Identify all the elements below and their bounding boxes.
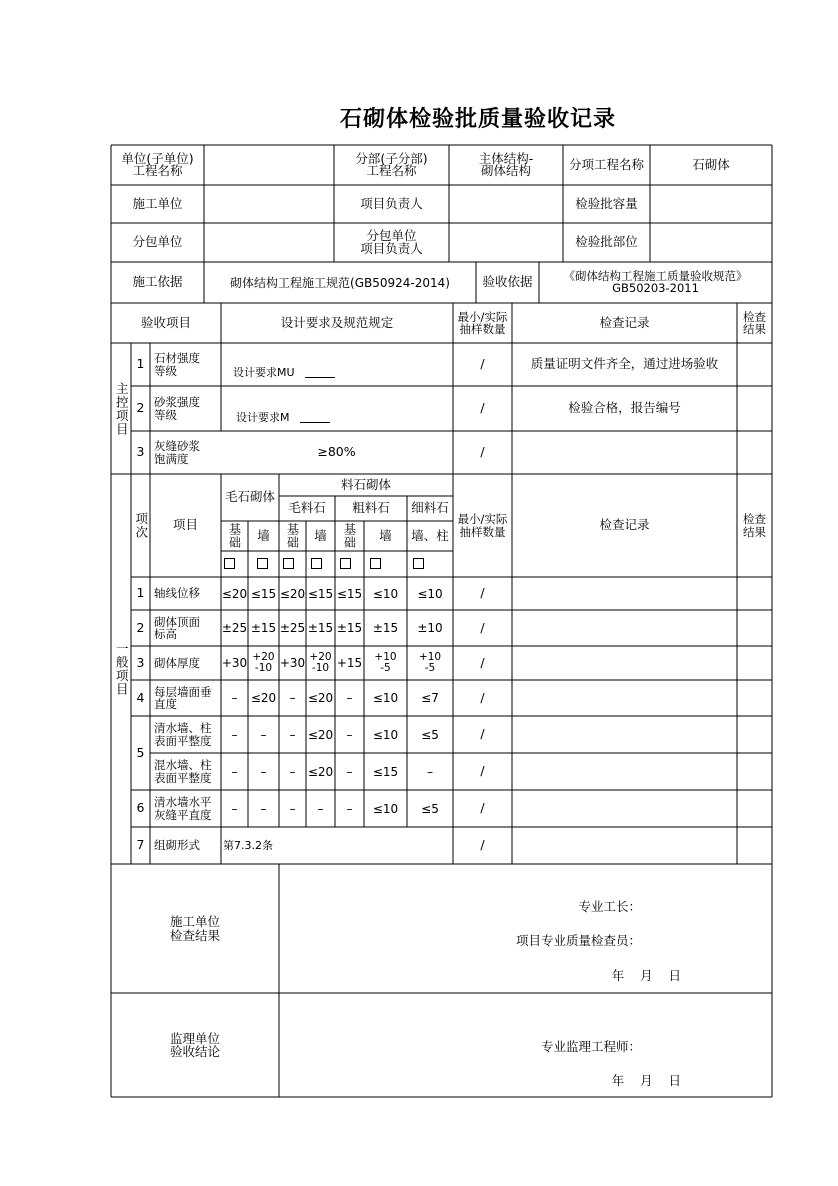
wall-header-1: 墙 bbox=[257, 527, 270, 543]
general-row-value: – bbox=[346, 801, 353, 816]
general-row-value: – bbox=[317, 801, 324, 816]
general-row-sample: / bbox=[480, 654, 485, 670]
acceptance-basis-label: 验收依据 bbox=[482, 274, 533, 290]
sub-manager-field[interactable] bbox=[449, 223, 563, 262]
general-row-result[interactable] bbox=[737, 827, 772, 864]
general-row-value: – bbox=[427, 764, 433, 779]
general-row-record[interactable] bbox=[512, 680, 737, 716]
seq-header: 项次 bbox=[133, 512, 149, 539]
general-row-value: ±15 bbox=[372, 621, 399, 635]
general-row-record[interactable] bbox=[512, 827, 737, 864]
general-row-record[interactable] bbox=[512, 610, 737, 646]
general-row-value: – bbox=[260, 727, 267, 742]
date-1: 年 月 日 bbox=[611, 967, 681, 983]
general-row-value: +10 -5 bbox=[418, 650, 442, 674]
general-row-value: ±15 bbox=[336, 621, 363, 635]
general-row-value: – bbox=[346, 764, 353, 779]
general-row-value: ≤20 bbox=[250, 691, 277, 705]
general-row-value: ≤10 bbox=[372, 691, 399, 705]
rubble-header: 毛石砌体 bbox=[224, 489, 275, 505]
general-row-value: ≤15 bbox=[307, 586, 334, 601]
subcontractor-field[interactable] bbox=[204, 223, 334, 262]
general-row-record[interactable] bbox=[512, 646, 737, 680]
general-row-value: ±15 bbox=[250, 621, 277, 635]
general-row-sample: / bbox=[480, 726, 485, 742]
col-record-header: 检查记录 bbox=[599, 314, 650, 330]
wall-column-header: 墙、柱 bbox=[411, 527, 449, 543]
wall-header-2: 墙 bbox=[314, 527, 327, 543]
basis-value: 砌体结构工程施工规范(GB50924-2014) bbox=[230, 275, 450, 290]
inspector-label: 项目专业质量检查员： bbox=[515, 932, 641, 948]
general-row-value: +10 -5 bbox=[374, 650, 397, 674]
general-row-value: ≤15 bbox=[372, 764, 399, 779]
unit-name-label: 单位(子单位) 工程名称 bbox=[121, 150, 194, 178]
checkbox-rough-wall[interactable] bbox=[311, 558, 322, 569]
col-design-header: 设计要求及规范规定 bbox=[280, 314, 394, 330]
general-row-sample: / bbox=[480, 763, 485, 779]
engineer-label: 专业监理工程师： bbox=[540, 1038, 641, 1054]
general-row-value: ≤5 bbox=[421, 727, 439, 742]
general-row-name: 轴线位移 bbox=[154, 586, 200, 601]
col-sample-header: 最小/实际 抽样数量 bbox=[457, 309, 508, 336]
contractor-field[interactable] bbox=[204, 185, 334, 223]
checkbox-rubble-wall[interactable] bbox=[257, 558, 268, 569]
checkbox-coarse-foundation[interactable] bbox=[340, 558, 351, 569]
general-row-record[interactable] bbox=[512, 753, 737, 790]
general-row-name: 砌体顶面 标高 bbox=[154, 614, 200, 641]
general-row-value: – bbox=[289, 801, 296, 816]
ashlar-header: 料石砌体 bbox=[340, 476, 391, 492]
general-row-record[interactable] bbox=[512, 716, 737, 753]
checkbox-fine-wall-column[interactable] bbox=[413, 558, 424, 569]
general-row-value: ≤10 bbox=[372, 586, 399, 601]
general-row-value: – bbox=[260, 764, 267, 779]
supervision-label: 监理单位 验收结论 bbox=[169, 1030, 220, 1059]
main-row-3-no: 3 bbox=[136, 444, 145, 460]
general-row-no: 7 bbox=[136, 837, 145, 853]
wall-header-3: 墙 bbox=[379, 527, 392, 543]
general-row-value: ≤15 bbox=[250, 586, 277, 601]
general-row-value: +20 -10 bbox=[252, 650, 275, 674]
general-row-name: 清水墙水平 灰缝平直度 bbox=[154, 795, 212, 822]
general-row-result[interactable] bbox=[737, 716, 772, 753]
general-row-record[interactable] bbox=[512, 790, 737, 827]
general-row-result[interactable] bbox=[737, 680, 772, 716]
general-row-result[interactable] bbox=[737, 753, 772, 790]
general-row-result[interactable] bbox=[737, 790, 772, 827]
unit-name-field[interactable] bbox=[204, 145, 334, 185]
general-row-value: ≤15 bbox=[336, 586, 363, 601]
general-row-value: ≤10 bbox=[372, 727, 399, 742]
construction-check-label: 施工单位 检查结果 bbox=[169, 914, 220, 943]
col-item-header: 验收项目 bbox=[140, 314, 191, 330]
item-header: 项目 bbox=[172, 517, 198, 533]
date-2: 年 月 日 bbox=[611, 1072, 681, 1088]
general-row-value: ±10 bbox=[417, 621, 443, 635]
general-row-result[interactable] bbox=[737, 577, 772, 610]
general-row-value: ≤20 bbox=[307, 764, 334, 779]
general-row-value: ≤10 bbox=[417, 586, 443, 601]
division-value: 主体结构- 砌体结构 bbox=[478, 150, 534, 178]
general-row-value: ≤20 bbox=[307, 727, 334, 742]
general-row-value: ±25 bbox=[221, 621, 248, 635]
general-row-value: ≤7 bbox=[421, 691, 439, 705]
general-row-value: ±25 bbox=[279, 621, 306, 635]
general-row-value: +30 bbox=[221, 656, 248, 670]
general-result-header: 检查 结果 bbox=[743, 512, 766, 539]
acceptance-basis-value: 《砌体结构工程施工质量验收规范》 GB50203-2011 bbox=[563, 269, 748, 295]
basis-label: 施工依据 bbox=[132, 274, 183, 290]
main-row-1-name: 石材强度 等级 bbox=[154, 351, 200, 378]
general-row-record[interactable] bbox=[512, 577, 737, 610]
main-row-1-design: 设计要求MU bbox=[221, 358, 453, 386]
general-row-value: ≤20 bbox=[221, 586, 248, 601]
general-row-name: 清水墙、柱 表面平整度 bbox=[154, 721, 212, 748]
mu-blank[interactable] bbox=[305, 366, 335, 378]
general-row-result[interactable] bbox=[737, 646, 772, 680]
foundation-header-3: 基础 bbox=[342, 523, 357, 549]
main-row-2-sample: / bbox=[480, 400, 485, 416]
general-row-value: – bbox=[289, 764, 296, 779]
general-row-value: +30 bbox=[279, 656, 306, 670]
main-row-3-design: ≥80% bbox=[317, 444, 356, 460]
m-blank[interactable] bbox=[300, 411, 330, 423]
general-row-sample: / bbox=[480, 800, 485, 816]
project-manager-field[interactable] bbox=[449, 185, 563, 223]
general-row-sample: / bbox=[480, 837, 485, 853]
rough-ashlar-header: 毛料石 bbox=[288, 500, 326, 516]
main-row-2-design: 设计要求M bbox=[221, 403, 453, 431]
general-row-value: +20 -10 bbox=[309, 650, 332, 674]
checkbox-rubble-foundation[interactable] bbox=[224, 558, 235, 569]
checkbox-rough-foundation[interactable] bbox=[283, 558, 294, 569]
subcontractor-label: 分包单位 bbox=[132, 234, 183, 250]
general-row-value: – bbox=[346, 691, 353, 705]
general-row-value: ≤10 bbox=[372, 801, 399, 816]
foundation-header-1: 基础 bbox=[227, 523, 242, 549]
main-row-1-record: 质量证明文件齐全，通过进场验收 bbox=[530, 356, 719, 372]
general-row-value: – bbox=[231, 727, 238, 742]
general-row-value: ≤5 bbox=[421, 801, 439, 816]
main-row-2-record: 检验合格，报告编号 bbox=[568, 400, 681, 416]
general-row-result[interactable] bbox=[737, 610, 772, 646]
page-title: 石砌体检验批质量验收记录 bbox=[339, 106, 616, 132]
general-row-value: – bbox=[346, 727, 353, 742]
subitem-value: 石砌体 bbox=[692, 156, 730, 172]
general-row-no: 4 bbox=[136, 689, 145, 705]
main-row-2-no: 2 bbox=[136, 400, 145, 416]
general-row-value: – bbox=[231, 764, 238, 779]
general-row-value: ≤20 bbox=[307, 691, 334, 705]
col-result-header: 检查 结果 bbox=[743, 309, 766, 336]
coarse-ashlar-header: 粗料石 bbox=[352, 500, 390, 516]
batch-capacity-field[interactable] bbox=[650, 185, 772, 223]
general-row-name: 混水墙、柱 表面平整度 bbox=[154, 758, 212, 785]
general-row-no: 5 bbox=[136, 744, 145, 760]
general-row-value: ±15 bbox=[307, 621, 334, 635]
batch-location-label: 检验批部位 bbox=[575, 234, 638, 250]
foundation-header-2: 基础 bbox=[285, 523, 300, 549]
general-row-sample: / bbox=[480, 585, 485, 601]
general-row-sample: / bbox=[480, 619, 485, 635]
general-row-sample: / bbox=[480, 689, 485, 705]
batch-capacity-label: 检验批容量 bbox=[575, 195, 638, 211]
general-sample-header: 最小/实际 抽样数量 bbox=[457, 512, 508, 539]
general-group-label: 一般项目 bbox=[114, 642, 130, 696]
main-row-1-no: 1 bbox=[136, 356, 145, 372]
general-record-header: 检查记录 bbox=[599, 517, 650, 533]
general-row-name: 每层墙面垂 直度 bbox=[154, 684, 212, 711]
general-row-no: 1 bbox=[136, 585, 145, 601]
subitem-label: 分项工程名称 bbox=[568, 156, 644, 172]
general-row-value: – bbox=[260, 801, 267, 816]
general-row-value: – bbox=[289, 691, 296, 705]
contractor-label: 施工单位 bbox=[132, 195, 183, 211]
project-manager-label: 项目负责人 bbox=[360, 195, 423, 211]
main-row-2-name: 砂浆强度 等级 bbox=[154, 395, 200, 422]
main-row-3-sample: / bbox=[480, 444, 485, 460]
general-row-value: +15 bbox=[336, 656, 363, 670]
main-row-3-record bbox=[512, 431, 737, 474]
main-control-group-label: 主控项目 bbox=[114, 381, 130, 436]
sub-manager-label: 分包单位 项目负责人 bbox=[360, 228, 423, 256]
general-row-value: ≤20 bbox=[279, 586, 306, 601]
foreman-label: 专业工长： bbox=[578, 898, 641, 914]
main-row-3-name: 灰缝砂浆 饱满度 bbox=[154, 439, 200, 466]
general-row-value: – bbox=[231, 691, 238, 705]
division-label: 分部(子分部) 工程名称 bbox=[355, 150, 428, 178]
general-row-name: 组砌形式 bbox=[154, 838, 200, 853]
checkbox-coarse-wall[interactable] bbox=[370, 558, 381, 569]
general-row-no: 6 bbox=[136, 800, 145, 816]
general-row-span: 第7.3.2条 bbox=[223, 839, 273, 852]
general-row-no: 2 bbox=[136, 619, 145, 635]
general-row-name: 砌体厚度 bbox=[154, 655, 200, 670]
batch-location-field[interactable] bbox=[650, 223, 772, 262]
general-row-value: – bbox=[289, 727, 296, 742]
fine-ashlar-header: 细料石 bbox=[411, 500, 449, 516]
main-row-1-sample: / bbox=[480, 356, 485, 372]
general-row-no: 3 bbox=[136, 654, 145, 670]
general-row-value: – bbox=[231, 801, 238, 816]
